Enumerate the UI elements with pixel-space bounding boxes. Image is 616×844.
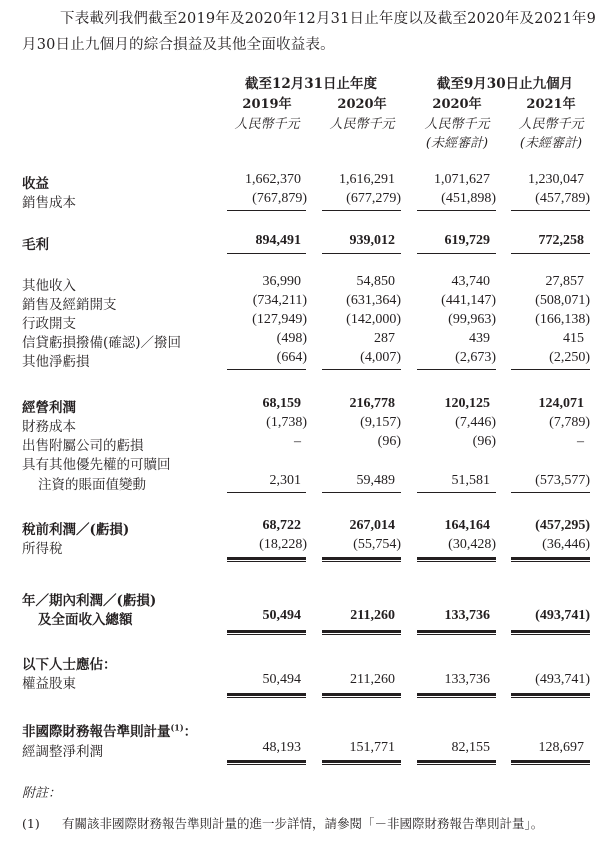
double-rule [227,557,306,562]
cell-value: (96) [472,434,496,449]
table-row [0,293,616,313]
cell-value: 211,260 [350,672,395,687]
row-label [38,473,146,493]
row-label-text: 經調整淨利潤 [22,744,103,760]
cell-value: 51,581 [451,473,490,488]
footnote-ref: (1) [170,722,184,733]
cell-value: 894,491 [255,233,301,248]
cell-value: 267,014 [349,518,395,533]
single-rule [511,210,590,211]
cell-value: – [294,434,301,449]
double-rule [511,557,590,562]
cell-value: (55,754) [353,537,401,552]
col-unit: 人民幣千元 [234,117,300,132]
row-label [22,518,129,538]
col-unaudited-note: (未經審計) [519,136,583,151]
cell-value: 164,164 [444,518,490,533]
single-rule [417,253,496,254]
single-rule [322,210,401,211]
cell-value: (451,898) [441,191,496,206]
table-row [0,608,616,628]
double-rule [322,693,401,698]
row-label-text: 信貸虧損撥備(確認)／撥回 [22,335,182,351]
cell-value: (457,295) [535,518,590,533]
cell-value: (18,228) [259,537,307,552]
cell-value: (96) [377,434,401,449]
row-label [22,350,90,370]
double-rule [417,760,496,765]
cell-value: (2,673) [455,350,496,365]
row-label-text: 收益 [22,176,49,192]
row-label [22,740,103,760]
single-rule [511,369,590,370]
cell-value: (573,577) [535,473,590,488]
row-label-text: 銷售成本 [22,195,76,211]
row-label-text: 稅前利潤／(虧損) [22,522,130,538]
table-row [0,331,616,351]
table-row [0,350,616,370]
row-label [22,331,181,351]
header-group-annual: 截至12月31日止年度 [244,76,378,92]
row-label-text: 所得稅 [22,541,63,557]
cell-value: 124,071 [538,396,584,411]
row-label [22,453,171,473]
cell-value: (9,157) [360,415,401,430]
col-unaudited-note: (未經審計) [425,136,489,151]
row-label [22,672,76,692]
row-label-text: 銷售及經銷開支 [22,297,117,313]
cell-value: 216,778 [349,396,395,411]
cell-value: (498) [276,331,307,346]
row-label-text: 非國際財務報告準則計量 [22,724,171,740]
row-label [22,293,117,313]
cell-value: 27,857 [545,274,584,289]
table-row [0,274,616,294]
col-unit: 人民幣千元 [518,117,584,132]
cell-value: 439 [469,331,490,346]
cell-value: 50,494 [262,672,301,687]
row-label [22,274,76,294]
cell-value: (127,949) [252,312,307,327]
col-year-2019: 2019年 [242,97,292,112]
single-rule [227,492,306,493]
double-rule [227,630,306,635]
cell-value: 59,489 [356,473,395,488]
cell-value: 151,771 [349,740,395,755]
cell-value: (142,000) [346,312,401,327]
cell-value: (493,741) [535,672,590,687]
col-unit: 人民幣千元 [424,117,490,132]
row-label-text: 具有其他優先權的可贖回 [22,457,171,473]
cell-value: 939,012 [349,233,395,248]
row-label-text: 年／期內利潤／(虧損) [22,593,157,609]
cell-value: 36,990 [262,274,301,289]
row-label-text: 出售附屬公司的虧損 [22,438,144,454]
cell-value: 2,301 [269,473,301,488]
table-row [0,518,616,538]
cell-value: 619,729 [444,233,490,248]
single-rule [417,369,496,370]
single-rule [227,210,306,211]
cell-value: 287 [374,331,395,346]
row-label [22,434,144,454]
single-rule [322,253,401,254]
col-year-2020-9m: 2020年 [432,97,482,112]
single-rule [322,369,401,370]
cell-value: 54,850 [356,274,395,289]
row-label [22,720,197,740]
cell-value: (7,446) [455,415,496,430]
table-row [0,191,616,211]
cell-value: (36,446) [542,537,590,552]
notes-heading: 附註： [22,786,62,801]
row-label-text: 注資的賬面值變動 [38,477,146,493]
cell-value: – [577,434,584,449]
table-row [0,589,616,609]
cell-value: 68,722 [262,518,301,533]
cell-value: 133,736 [444,672,490,687]
double-rule [511,693,590,698]
cell-value: 43,740 [451,274,490,289]
intro-line-2: 月30日止九個月的綜合損益及其他全面收益表。 [22,37,335,53]
row-label [22,233,49,253]
row-label [22,537,63,557]
cell-value: (99,963) [448,312,496,327]
table-row [0,740,616,760]
cell-value: (441,147) [441,293,496,308]
intro-line-1: 下表載列我們截至2019年及2020年12月31日止年度以及截至2020年及2021年9 [60,11,597,27]
col-year-2021-9m: 2021年 [526,97,576,112]
cell-value: (677,279) [346,191,401,206]
cell-value: 1,662,370 [245,172,301,187]
table-row [0,720,616,740]
table-row [0,653,616,673]
cell-value: 772,258 [538,233,584,248]
row-label [22,396,76,416]
row-label-text: 毛利 [22,237,49,253]
cell-value: (7,789) [549,415,590,430]
double-rule [511,760,590,765]
cell-value: (734,211) [252,293,307,308]
double-rule [322,760,401,765]
double-rule [227,693,306,698]
header-group-nine-months: 截至9月30日止九個月 [436,76,574,92]
note-number: (1) [22,816,40,831]
row-label [22,589,156,609]
single-rule [417,492,496,493]
row-label-text: 其他淨虧損 [22,354,90,370]
note-text: 有關該非國際財務報告準則計量的進一步詳情，請參閱「－非國際財務報告準則計量」。 [62,816,544,831]
col-unit: 人民幣千元 [329,117,395,132]
table-row [0,473,616,493]
single-rule [322,492,401,493]
single-rule [227,369,306,370]
cell-value: (1,738) [266,415,307,430]
table-row [0,312,616,332]
cell-value: 133,736 [444,608,490,623]
cell-value: 1,616,291 [339,172,395,187]
cell-value: 82,155 [451,740,490,755]
cell-value: 120,125 [444,396,490,411]
double-rule [322,557,401,562]
row-label [22,415,76,435]
cell-value: (493,741) [535,608,590,623]
col-year-2020: 2020年 [337,97,387,112]
table-row [0,396,616,416]
cell-value: 68,159 [262,396,301,411]
double-rule [227,760,306,765]
cell-value: (457,789) [535,191,590,206]
single-rule [511,253,590,254]
cell-value: 48,193 [262,740,301,755]
cell-value: 50,494 [262,608,301,623]
table-row [0,453,616,473]
cell-value: (767,879) [252,191,307,206]
single-rule [511,492,590,493]
cell-value: 1,071,627 [434,172,490,187]
cell-value: (4,007) [360,350,401,365]
row-label-text: 以下人士應佔： [22,657,117,673]
cell-value: (631,364) [346,293,401,308]
row-label-text: 財務成本 [22,419,76,435]
label-suffix: ： [183,724,198,740]
cell-value: (166,138) [535,312,590,327]
table-row [0,434,616,454]
cell-value: 415 [563,331,584,346]
cell-value: (664) [276,350,307,365]
cell-value: 211,260 [350,608,395,623]
row-label-text: 及全面收入總額 [38,612,133,628]
row-label [38,608,133,628]
table-row [0,172,616,192]
table-row [0,537,616,557]
cell-value: 1,230,047 [528,172,584,187]
double-rule [511,630,590,635]
single-rule [417,210,496,211]
row-label-text: 其他收入 [22,278,76,294]
row-label-text: 經營利潤 [22,400,76,416]
row-label [22,312,76,332]
table-row [0,415,616,435]
cell-value: 128,697 [538,740,584,755]
row-label-text: 權益股東 [22,676,76,692]
cell-value: (508,071) [535,293,590,308]
double-rule [417,630,496,635]
single-rule [227,253,306,254]
note-item [22,814,543,832]
table-row [0,672,616,692]
cell-value: (2,250) [549,350,590,365]
cell-value: (30,428) [448,537,496,552]
double-rule [417,557,496,562]
row-label-text: 行政開支 [22,316,76,332]
row-label [22,172,49,192]
double-rule [322,630,401,635]
double-rule [417,693,496,698]
row-label [22,191,76,211]
row-label [22,653,117,673]
table-row [0,233,616,253]
